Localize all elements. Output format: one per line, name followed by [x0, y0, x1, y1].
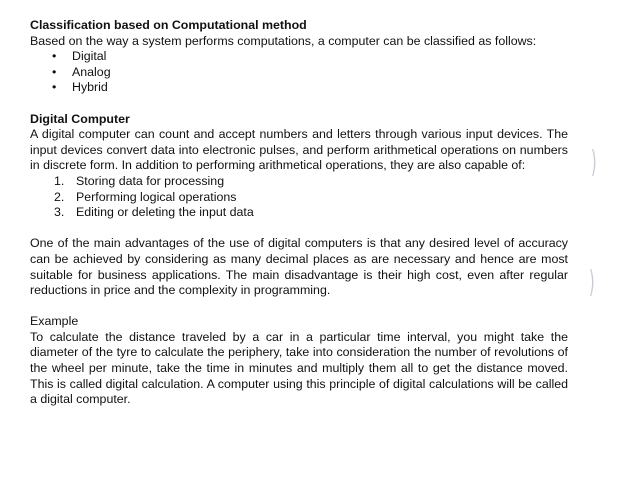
list-item [30, 49, 568, 65]
bullet-icon: • [52, 80, 57, 95]
list-item-text: Editing or deleting the input data [76, 205, 254, 220]
list-item-text: Storing data for processing [76, 173, 225, 188]
list-number: 2. [54, 189, 65, 204]
list-number: 3. [54, 205, 65, 220]
list-number: 1. [54, 173, 65, 188]
list-item-text: Digital [72, 49, 107, 64]
list-item-text: Analog [72, 64, 111, 79]
list-item-text: Performing logical operations [76, 189, 237, 204]
margin-bracket-mark: ) [590, 145, 597, 180]
classification-intro: Based on the way a system performs computations, a computer can be classified as follows: [30, 33, 537, 48]
section-heading-classification: Classification based on Computational method [30, 18, 307, 32]
list-item [30, 174, 568, 190]
bullet-icon: • [52, 64, 57, 79]
list-item [30, 80, 568, 96]
document-page [30, 18, 568, 408]
spacer [30, 299, 568, 315]
capabilities-list [30, 174, 568, 221]
digital-computer-paragraph: A digital computer can count and accept numbers and letters through various input devices. The input devices convert data into electronic pulses, and perform arithmetical operations on numbers in discrete form. In addition to performing arithmetical operations, they are also capable of: [30, 127, 568, 173]
list-item [30, 65, 568, 81]
list-item-text: Hybrid [72, 80, 108, 95]
margin-bracket-mark: ) [588, 265, 595, 300]
section-heading-digital-computer: Digital Computer [30, 111, 130, 126]
bullet-icon: • [52, 49, 57, 64]
example-paragraph: To calculate the distance traveled by a car in a particular time interval, you might take the diameter of the tyre to calculate the periphery, take into consideration the number of revolutions of the wheel per minute, take the time in minutes and multiply them all to get the distance moved. This is called digital calculation. A computer using this principle of digital calculations will be called a digital computer. [30, 329, 568, 407]
classification-list [30, 49, 568, 96]
spacer [30, 221, 568, 237]
list-item [30, 190, 568, 206]
advantages-paragraph: One of the main advantages of the use of digital computers is that any desired level of accuracy can be achieved by considering as many decimal places as are necessary and hence are most suitable for business applications. The main disadvantage is their high cost, even after regular reductions in price and the complexity in programming. [30, 236, 568, 298]
list-item [30, 205, 568, 221]
spacer [30, 96, 568, 112]
section-heading-example: Example [30, 314, 79, 329]
